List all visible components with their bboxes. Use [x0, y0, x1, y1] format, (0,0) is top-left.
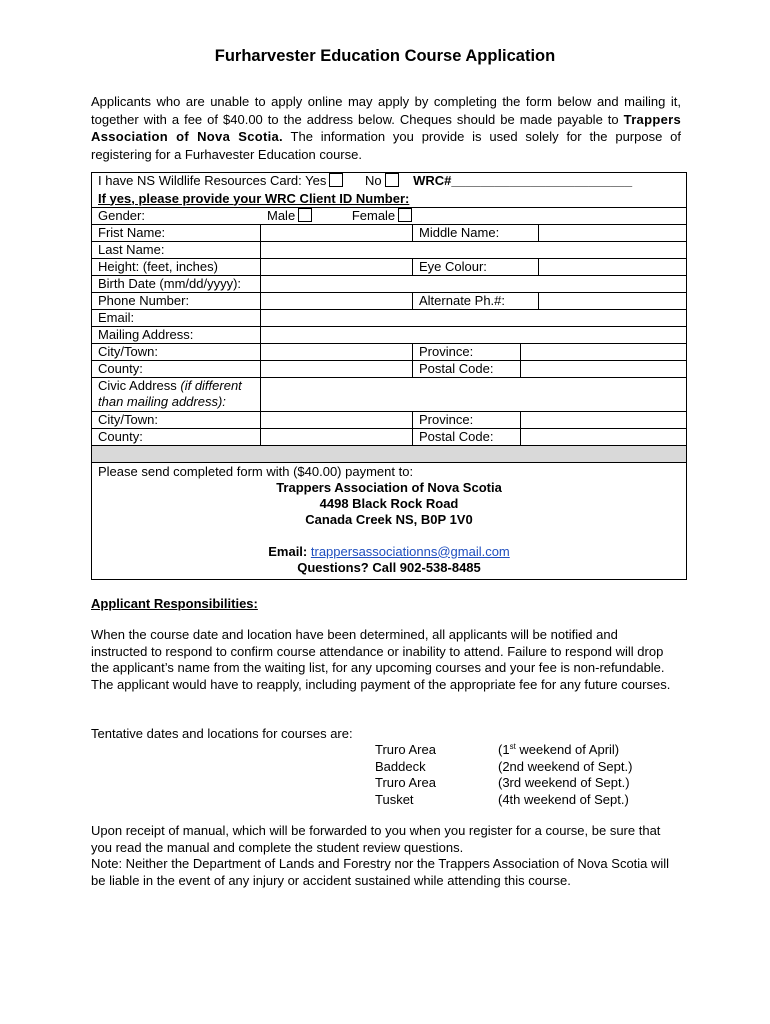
responsibilities-heading: Applicant Responsibilities: [91, 596, 258, 611]
city-input-2[interactable] [261, 411, 413, 428]
wrc-prompt: If yes, please provide your WRC Client ID Number: [92, 191, 687, 208]
province-label: Province: [413, 343, 521, 360]
county-input[interactable] [261, 360, 413, 377]
page-title: Furharvester Education Course Application [214, 47, 556, 65]
email-input[interactable] [261, 309, 687, 326]
postal-code-input[interactable] [521, 360, 687, 377]
date-row: Baddeck (2nd weekend of Sept.) [375, 758, 633, 774]
last-name-input[interactable] [261, 241, 687, 258]
middle-name-label: Middle Name: [413, 224, 539, 241]
manual-paragraph: Upon receipt of manual, which will be forwarded to you when you register for a course, be sure that you read the manual and complete the student review questions. Note: Neither the Department of Lands and Forestry nor the Trappers Association of Nova Scotia will be liable in the event of any injury or accident sustained while attending this course. [91, 823, 676, 890]
payee-name: Trappers Association of Nova Scotia. [91, 111, 681, 144]
county-label: County: [92, 360, 261, 377]
phone-input[interactable] [261, 292, 413, 309]
send-city: Canada Creek NS, B0P 1V0 [305, 511, 473, 527]
date-row: Tusket (4th weekend of Sept.) [375, 792, 629, 808]
email-label: Email: [92, 309, 261, 326]
wildlife-card-row: I have NS Wildlife Resources Card: Yes No WRC#_________________________ [92, 173, 687, 191]
yes-checkbox[interactable] [329, 173, 343, 187]
shaded-divider [92, 445, 687, 462]
send-org: Trappers Association of Nova Scotia [276, 479, 502, 495]
responsibilities-paragraph: When the course date and location have been determined, all applicants will be notified and instructed to respond to confirm course attendance or inability to attend. Failure to respond will drop the applicant’s name from the waiting list, for any upcoming courses and your fee is non-refundable. The applicant would have to reapply, including payment of the appropriate fee for any future courses. [91, 627, 671, 693]
city-input[interactable] [261, 343, 413, 360]
application-form-table [91, 172, 687, 580]
alt-phone-input[interactable] [539, 292, 687, 309]
course-dates-list [375, 742, 632, 809]
city-label: City/Town: [92, 343, 261, 360]
height-input[interactable] [261, 258, 413, 275]
civic-address-label: Civic Address (if different than mailing address): [92, 377, 261, 411]
wrc-number-field[interactable]: WRC#_________________________ [413, 173, 633, 188]
county-label-2: County: [92, 428, 261, 445]
female-checkbox[interactable] [398, 208, 412, 222]
email-link[interactable]: trappersassociationns@gmail.com [310, 543, 510, 559]
postal-code-label-2: Postal Code: [413, 428, 521, 445]
send-instructions [92, 462, 687, 579]
birth-date-label: Birth Date (mm/dd/yyyy): [92, 275, 261, 292]
dates-lead: Tentative dates and locations for courses are: [91, 726, 353, 741]
gender-row: Gender: Male Female [92, 207, 687, 224]
alt-phone-label: Alternate Ph.#: [413, 292, 539, 309]
send-questions: Questions? Call 902-538-8485 [297, 559, 481, 575]
mailing-address-input[interactable] [261, 326, 687, 343]
first-name-label: Frist Name: [92, 224, 261, 241]
date-row: Truro Area (3rd weekend of Sept.) [375, 775, 630, 791]
intro-text-2: The information you provide is used solely for the purpose of registering for a Furhavester Education course. [91, 129, 681, 162]
middle-name-input[interactable] [539, 224, 687, 241]
eye-colour-label: Eye Colour: [413, 258, 539, 275]
date-row: Truro Area (1st weekend of April) [375, 742, 620, 757]
send-email-line: Email: trappersassociationns@gmail.com [268, 543, 510, 559]
male-checkbox[interactable] [298, 208, 312, 222]
birth-date-input[interactable] [261, 275, 687, 292]
postal-code-input-2[interactable] [521, 428, 687, 445]
liability-note: Note: Neither the Department of Lands and Forestry nor the Trappers Association of Nova Scotia will be liable in the event of any injury or accident sustained while attending this course. [91, 856, 670, 889]
intro-text: Applicants who are unable to apply online may apply by completing the form below and mailing it, together with a fee of $40.00 to the address below. Cheques should be made payable to [91, 94, 681, 127]
intro-paragraph [91, 93, 681, 163]
no-checkbox[interactable] [385, 173, 399, 187]
province-label-2: Province: [413, 411, 521, 428]
send-lead: Please send completed form with ($40.00) payment to: [98, 463, 414, 479]
city-label-2: City/Town: [92, 411, 261, 428]
province-input-2[interactable] [521, 411, 687, 428]
mailing-address-label: Mailing Address: [92, 326, 261, 343]
first-name-input[interactable] [261, 224, 413, 241]
civic-address-input[interactable] [261, 377, 687, 411]
height-label: Height: (feet, inches) [92, 258, 261, 275]
postal-code-label: Postal Code: [413, 360, 521, 377]
send-street: 4498 Black Rock Road [319, 495, 459, 511]
eye-colour-input[interactable] [539, 258, 687, 275]
province-input[interactable] [521, 343, 687, 360]
county-input-2[interactable] [261, 428, 413, 445]
last-name-label: Last Name: [92, 241, 261, 258]
phone-label: Phone Number: [92, 292, 261, 309]
